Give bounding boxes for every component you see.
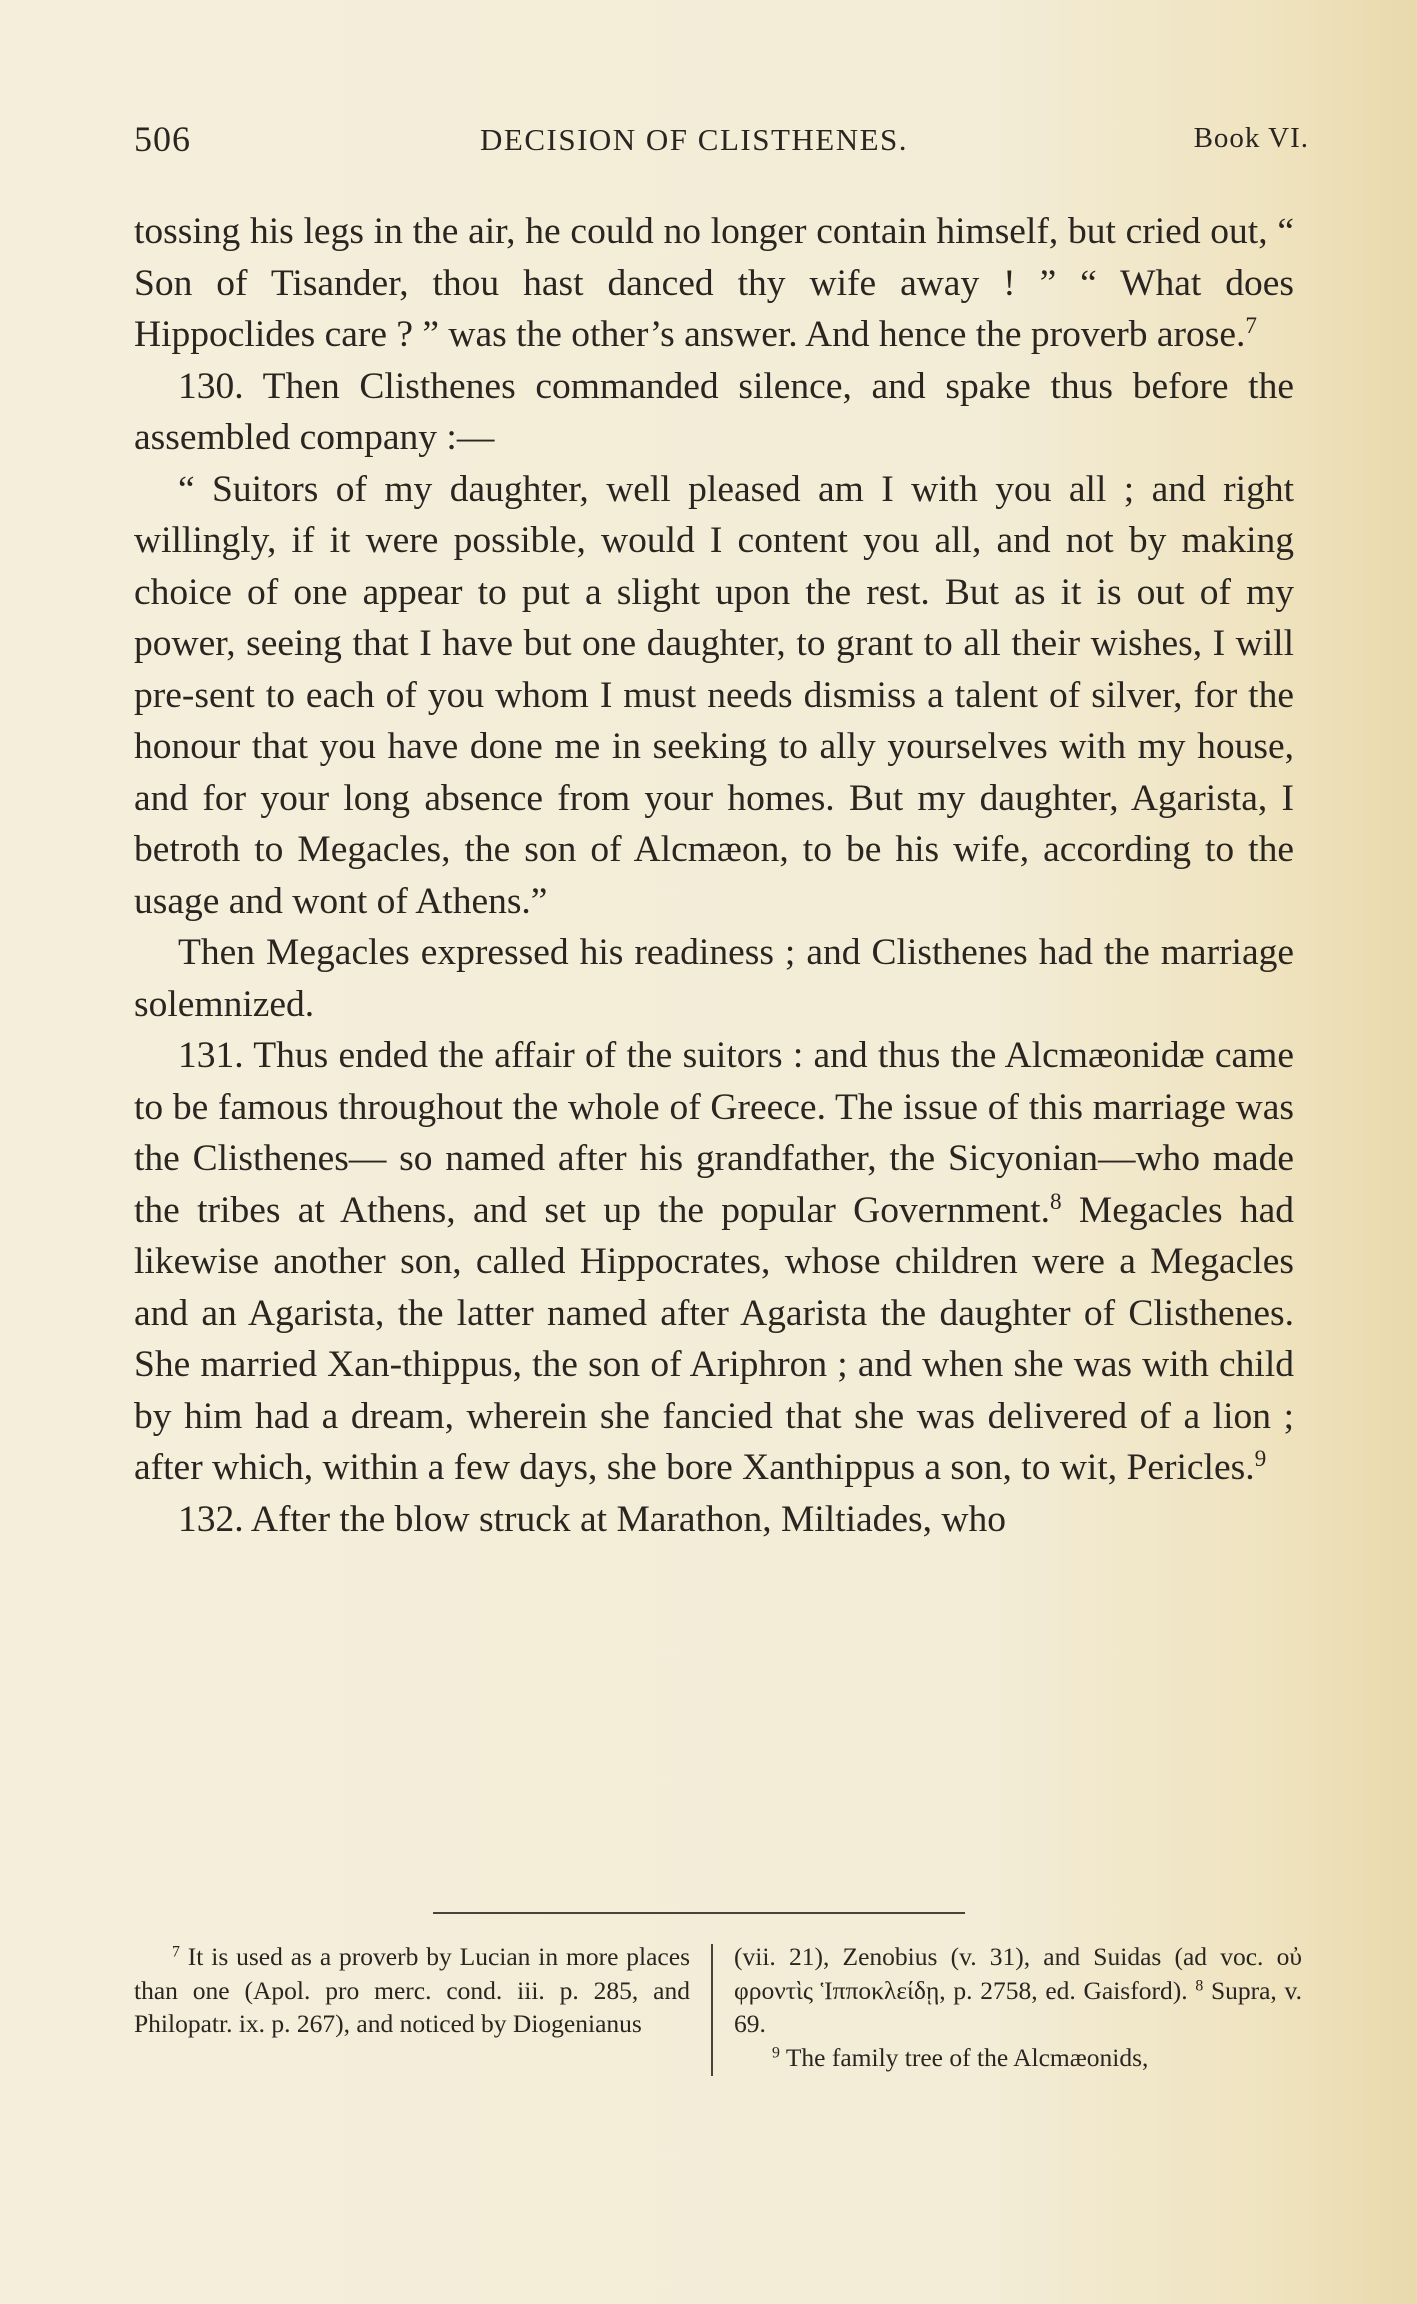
footnote-ref[interactable]: 9 [1254, 1446, 1267, 1473]
footnote-mark: 8 [1195, 1976, 1204, 1994]
main-text [134, 206, 1294, 1545]
paragraph: 132. After the blow struck at Marathon, Miltiades, who [178, 1498, 1006, 1540]
paragraph: tossing his legs in the air, he could no longer contain himself, but cried out, “ Son of Tisander, thou hast danced thy wife away ! ” “ What does Hippoclides care ? ” was the other’s answer. And hence the proverb arose.$^7$ [134, 211, 1294, 355]
page-number: 506 [134, 119, 191, 159]
column-divider [711, 1944, 713, 2076]
paragraph: “ Suitors of my daughter, well pleased am I with you all ; and right willingly, if it were possible, would I content you all, and not by making choice of one appear to put a slight upon the rest. But as it is out of my power, seeing that I have but one daughter, to grant to all their wishes, I will pre-sent to each of you whom I must needs dismiss a talent of silver, for the honour that you have done me in seeking to ally yourselves with my house, and for your long absence from your homes. But my daughter, Agarista, I betroth to Megacles, the son of Alcmæon, to be his wife, according to the usage and wont of Athens.” [134, 468, 1294, 922]
footnote-column-left [134, 1940, 690, 2041]
footnote-ref[interactable]: 8 [1049, 1188, 1062, 1215]
footnote-mark: 7 [172, 1943, 180, 1961]
footnote-7: $^7$ It is used as a proverb by Lucian in more places than one (Apol. pro merc. cond. iii. p. 285, and Philopatr. ix. p. 267), and noticed by Diogenianus [134, 1942, 690, 2038]
paragraph: 131. Thus ended the affair of the suitors : and thus the Alcmæonidæ came to be famous throughout the whole of Greece. The issue of this marriage was the Clisthenes— so named after his grandfather, the Sicyonian—who made the tribes at Athens, and set up the popular Government.$^8$ Megacles had likewise another son, called Hippocrates, whose children were a Megacles and an Agarista, the latter named after Agarista the daughter of Clisthenes. She married Xan-thippus, the son of Ariphron ; and when she was with child by him had a dream, wherein she fancied that she was delivered of a lion ; after which, within a few days, she bore Xanthippus a son, to wit, Pericles.$^9$ [134, 1035, 1295, 1488]
paragraph: Then Megacles expressed his readiness ; and Clisthenes had the marriage solemnized. [134, 932, 1294, 1025]
footnote-ref[interactable]: 7 [1245, 313, 1258, 340]
footnote-rule [433, 1912, 965, 1914]
running-title: DECISION OF CLISTHENES. [480, 122, 909, 157]
paragraph: 130. Then Clisthenes commanded silence, and spake thus before the assembled company :— [134, 365, 1294, 458]
book-label: Book VI. [1193, 122, 1309, 154]
page-header [134, 118, 1309, 178]
footnote-8: Supra, v. 69. [734, 1975, 1302, 2038]
footnote-9: $^9$ The family tree of the Alcmæonids, [772, 2042, 1149, 2072]
footnote-mark: 9 [772, 2043, 780, 2061]
footnote-7-continued: (vii. 21), Zenobius (v. 31), and Suidas (ad voc. οὐ φροντὶς Ἱπποκλείδῃ, p. 2758, ed. Gaisford). $^8$ Supra, v. 69. [734, 1942, 1302, 2038]
footnote-column-right [734, 1940, 1302, 2074]
